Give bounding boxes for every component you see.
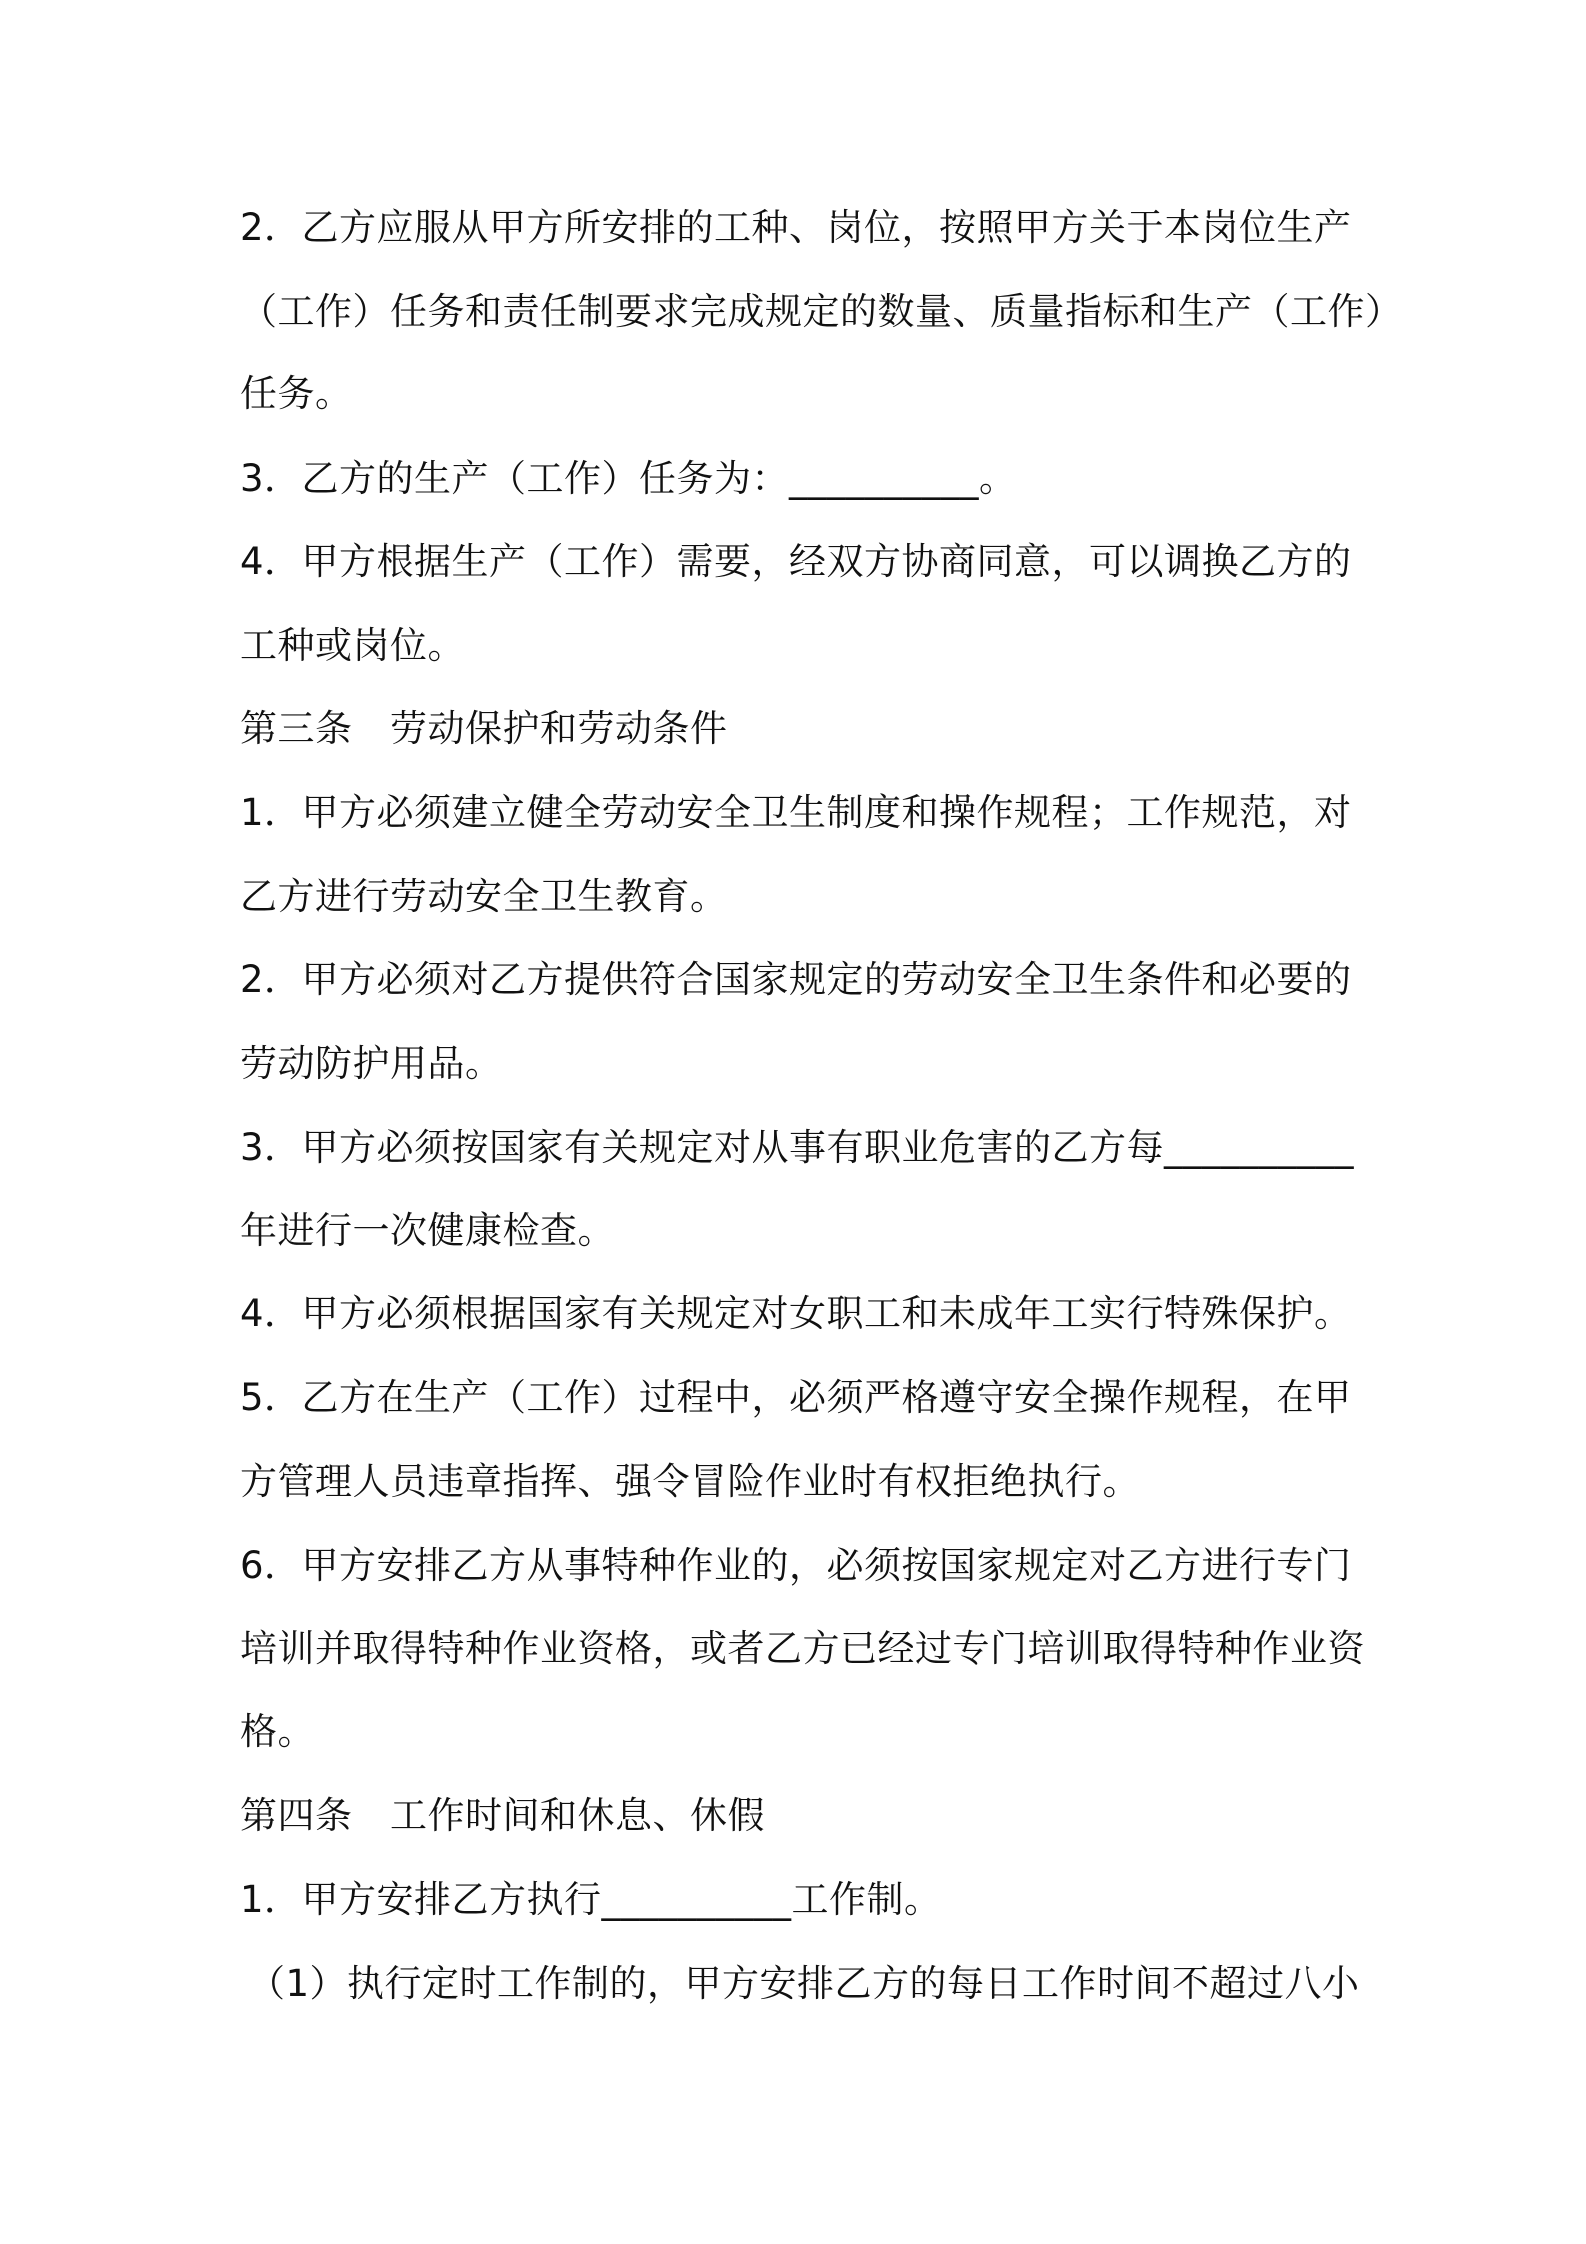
clause-4-item-1-sub-1: （1）执行定时工作制的，甲方安排乙方的每日工作时间不超过八小 — [248, 1962, 1360, 2005]
clause-3-heading: 第三条 劳动保护和劳动条件 — [240, 707, 728, 750]
clause-3-item-6-line-1: 6．甲方安排乙方从事特种作业的，必须按国家规定对乙方进行专门 — [240, 1544, 1352, 1587]
clause-3-item-3-line-2: 年进行一次健康检查。 — [240, 1209, 615, 1252]
clause-3-item-2-line-1: 2．甲方必须对乙方提供符合国家规定的劳动安全卫生条件和必要的 — [240, 958, 1352, 1001]
clause-4-item-1: 1．甲方安排乙方执行__________工作制。 — [240, 1878, 942, 1921]
clause-3-item-6-line-2: 培训并取得特种作业资格，或者乙方已经过专门培训取得特种作业资 — [240, 1627, 1365, 1670]
clause-3-item-6-line-3: 格。 — [240, 1710, 315, 1753]
clause-3-item-5-line-2: 方管理人员违章指挥、强令冒险作业时有权拒绝执行。 — [240, 1460, 1140, 1503]
clause-4-heading: 第四条 工作时间和休息、休假 — [240, 1794, 765, 1837]
clause-2-item-2-line-2: （工作）任务和责任制要求完成规定的数量、质量指标和生产（工作） — [240, 290, 1403, 333]
clause-3-item-5-line-1: 5．乙方在生产（工作）过程中，必须严格遵守安全操作规程，在甲 — [240, 1376, 1352, 1419]
clause-3-item-2-line-2: 劳动防护用品。 — [240, 1042, 503, 1085]
clause-2-item-3: 3．乙方的生产（工作）任务为：__________。 — [240, 457, 1017, 500]
clause-2-item-4-line-1: 4．甲方根据生产（工作）需要，经双方协商同意，可以调换乙方的 — [240, 540, 1352, 583]
clause-3-item-1-line-1: 1．甲方必须建立健全劳动安全卫生制度和操作规程；工作规范，对 — [240, 791, 1352, 834]
clause-2-item-4-line-2: 工种或岗位。 — [240, 624, 465, 667]
clause-3-item-4: 4．甲方必须根据国家有关规定对女职工和未成年工实行特殊保护。 — [240, 1292, 1352, 1335]
clause-2-item-2-line-3: 任务。 — [240, 372, 353, 415]
clause-2-item-2-line-1: 2．乙方应服从甲方所安排的工种、岗位，按照甲方关于本岗位生产 — [240, 206, 1352, 249]
clause-3-item-1-line-2: 乙方进行劳动安全卫生教育。 — [240, 875, 728, 918]
clause-3-item-3-line-1: 3．甲方必须按国家有关规定对从事有职业危害的乙方每__________ — [240, 1126, 1355, 1169]
